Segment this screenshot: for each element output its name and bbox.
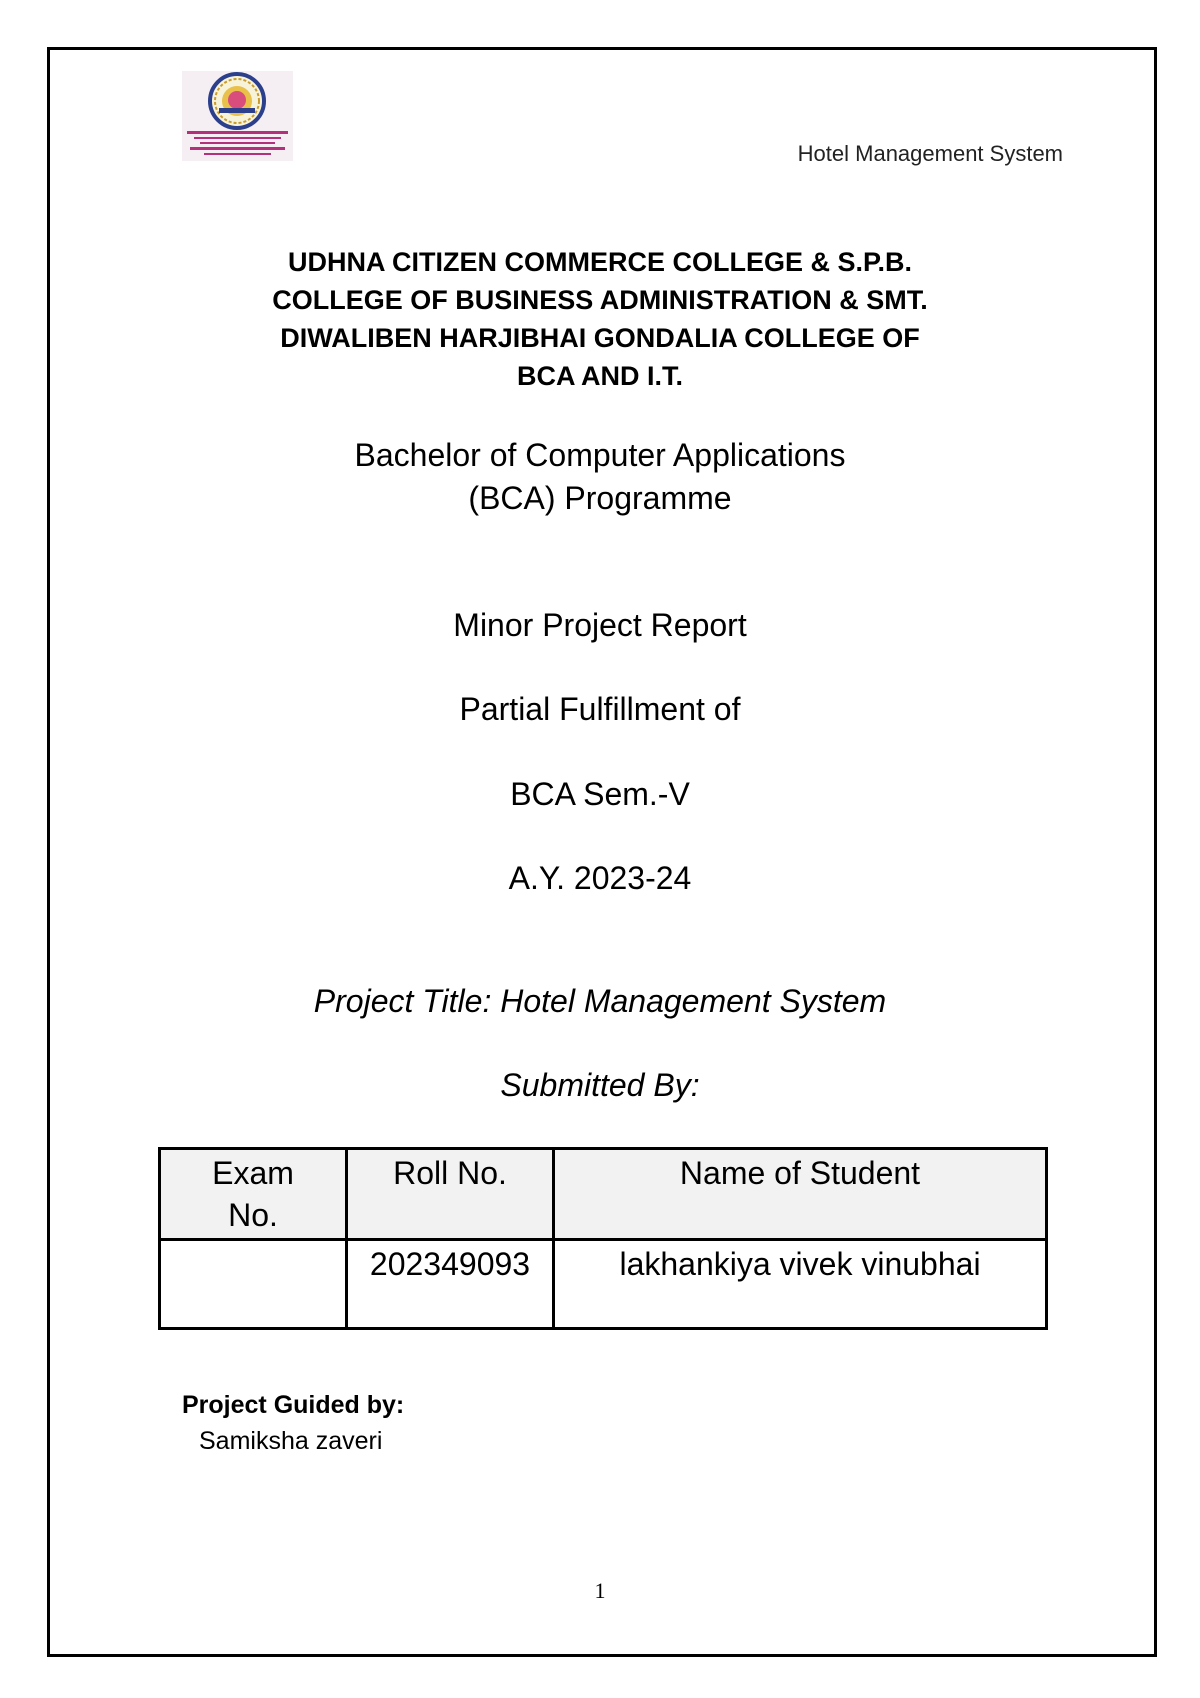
programme-line-2: (BCA) Programme <box>468 480 732 516</box>
college-emblem-logo <box>182 71 293 161</box>
college-name-line: COLLEGE OF BUSINESS ADMINISTRATION & SMT. <box>272 285 928 315</box>
academic-year: A.Y. 2023-24 <box>508 860 692 896</box>
students-table <box>158 1147 1048 1330</box>
cell-student-name: lakhankiya vivek vinubhai <box>554 1240 1047 1329</box>
report-type: Minor Project Report <box>453 607 747 643</box>
college-emblem-icon <box>182 71 293 161</box>
fulfillment-text: Partial Fulfillment of <box>459 691 741 727</box>
page-number: 1 <box>594 1578 606 1603</box>
cell-exam-no <box>160 1240 347 1329</box>
column-header-roll-no: Roll No. <box>347 1149 554 1240</box>
guide-label: Project Guided by: <box>182 1391 405 1419</box>
column-header-label: Exam No. <box>212 1155 294 1233</box>
college-name-line: UDHNA CITIZEN COMMERCE COLLEGE & S.P.B. <box>287 247 913 277</box>
column-header-exam-no <box>160 1149 347 1240</box>
cell-roll-no <box>347 1240 554 1329</box>
submitted-by-label: Submitted By: <box>500 1067 700 1103</box>
table-row <box>160 1240 1047 1329</box>
column-header-student-name: Name of Student <box>554 1149 1047 1240</box>
college-name <box>150 243 1050 395</box>
guide-name: Samiksha zaveri <box>199 1427 383 1455</box>
table-header-row <box>160 1149 1047 1240</box>
roll-no-value: 202349093 <box>369 1246 531 1282</box>
college-name-line: BCA AND I.T. <box>517 361 683 391</box>
project-title: Project Title: Hotel Management System <box>313 983 887 1019</box>
running-header-title: Hotel Management System <box>797 141 1063 166</box>
semester: BCA Sem.-V <box>510 776 690 812</box>
programme-line-1: Bachelor of Computer Applications <box>354 437 846 473</box>
college-name-line: DIWALIBEN HARJIBHAI GONDALIA COLLEGE OF <box>280 323 920 353</box>
